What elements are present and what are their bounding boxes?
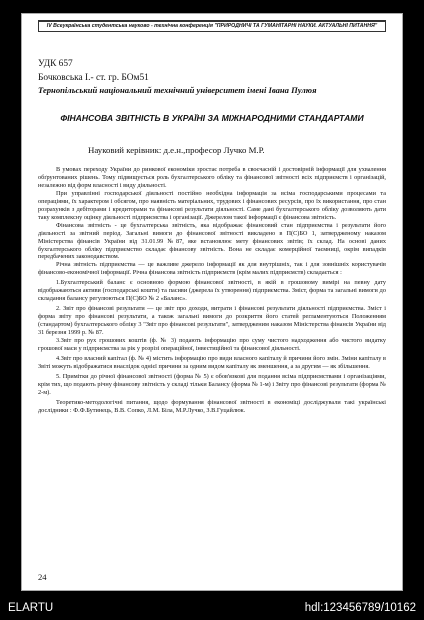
- paragraph: Річна звітність підприємства — це важливе джерело інформації як для внутрішніх, так і для зовнішніх користувачів фінансово-економічної інформації. Річна фінансова звітність підприємств (крім малих підприємств) складається :: [38, 261, 386, 277]
- paragraph: В умовах переходу України до ринкової економіки зростає потреба в своєчасній і достовірній інформації для ухвалення обґрунтованих рішень. Тому підвищується роль бухгалтерського обліку та фінансової звітності всіх підприємств і організацій, незалежно від форм власності і виду діяльності.: [38, 166, 386, 189]
- udc-code: УДК 657: [38, 59, 73, 69]
- paragraph: 1.Бухгалтерський баланс є основною формою фінансової звітності, в якій в грошовому вимірі на певну дату відображаються активи (господарські кошти) та пасиви (джерела їх утворення) підприємства. Зміст, форма та загальні вимоги до складання балансу регулюються П(С)БО № 2 «Баланс».: [38, 279, 386, 303]
- paragraph: Теоретико-методологічні питання, щодо формування фінансової звітності в економіці досліджували такі українські дослідники : Ф.Ф.Бутинець, В.В. Сопко, Л.М. Біла, М.Р.Лучко, З.В.Гуцайлюк.: [38, 398, 386, 414]
- article-body: [38, 166, 386, 415]
- paragraph: При управлінні господарської діяльності постійно необхідна інформація за всіма господарськими процесами та операціями, їх характером і обсягом, про наявність матеріальних, трудових і фінансових ресурсів, про їх використання, про стан розрахунків з дебіторами і кредиторами та фінансові результати діяльності. Саме дані бухгалтерського обліку дозволяють дати таку комплексну оцінку діяльності підприємства і організації. Джерелом такої інформації є фінансова звітність.: [38, 189, 386, 221]
- document-page: [21, 13, 403, 591]
- paragraph: 3.Звіт про рух грошових коштів (ф. № 3) подають інформацію про суму чистого надходження або чистого видатку грошової маси у підприємства за рік у розрізі операційної, інвестиційної та фінансової діяльності.: [38, 337, 386, 352]
- university: Тернопільський національний технічний університет імені Івана Пулюя: [38, 85, 317, 95]
- viewer-footer: [0, 598, 424, 620]
- authors: Бочковська І.- ст. гр. БОм51: [38, 73, 149, 83]
- paragraph: 5. Примітки до річної фінансової звітності (форма № 5) є обов'язкові для подання всіма підприємствами і організаціями, крім тих, що подають річну фінансову звітність у складі тільки Балансу (форма № 1-м) і Звіту про фінансові результати (форма № 2-м).: [38, 372, 386, 396]
- repository-name: ELARTU: [8, 602, 54, 614]
- paragraph: 2. Звіт про фінансові результати — це звіт про доходи, витрати і фінансові результати діяльності підприємства. Зміст і форма звіту про фінансові результати, а також загальні вимоги до розкриття його статей регламентуються Положенням (стандартом) бухгалтерського обліку 3 "Звіт про фінансові результати", затвердженим наказом Міністерства фінансів України від 31 березня 1999 р. № 87.: [38, 305, 386, 337]
- page-number: 24: [38, 572, 47, 582]
- scientific-advisor: Науковий керівник: д.е.н.,професор Лучко М.Р.: [88, 145, 265, 155]
- paragraph: Фінансова звітність - це бухгалтерська звітність, яка відображає фінансовий стан підприємства і результати його діяльності за звітний період. Загальні вимоги до фінансової звітності викладено в П(С)БО 1, затвердженому наказом Міністерства фінансів України від 31.01.99 №87, яке встановлює мету фінансових звітів; їх склад. На основі даних бухгалтерського обліку підприємство складає фінансову звітність. Вона не складає комерційної таємниці, окрім випадків передбачених законодавством.: [38, 221, 386, 261]
- article-title: ФІНАНСОВА ЗВІТНІСТЬ В УКРАЇНІ ЗА МІЖНАРОДНИМИ СТАНДАРТАМИ: [60, 113, 364, 123]
- paragraph: 4.Звіт про власний капітал (ф. № 4) містить інформацію про види власного капіталу й причини його змін. Зміни капіталу в Звіті можуть відображатися внаслідок однієї причини за одним видом капіталу як зменшення, а за другим — як збільшення.: [38, 354, 386, 370]
- handle-identifier: hdl:123456789/10162: [304, 602, 416, 614]
- conference-header: IV Всеукраїнська студентська науково - технічна конференція "ПРИРОДНИЧІ ТА ГУМАНІТАРНІ НАУКИ. АКТУАЛЬНІ ПИТАННЯ": [38, 20, 386, 32]
